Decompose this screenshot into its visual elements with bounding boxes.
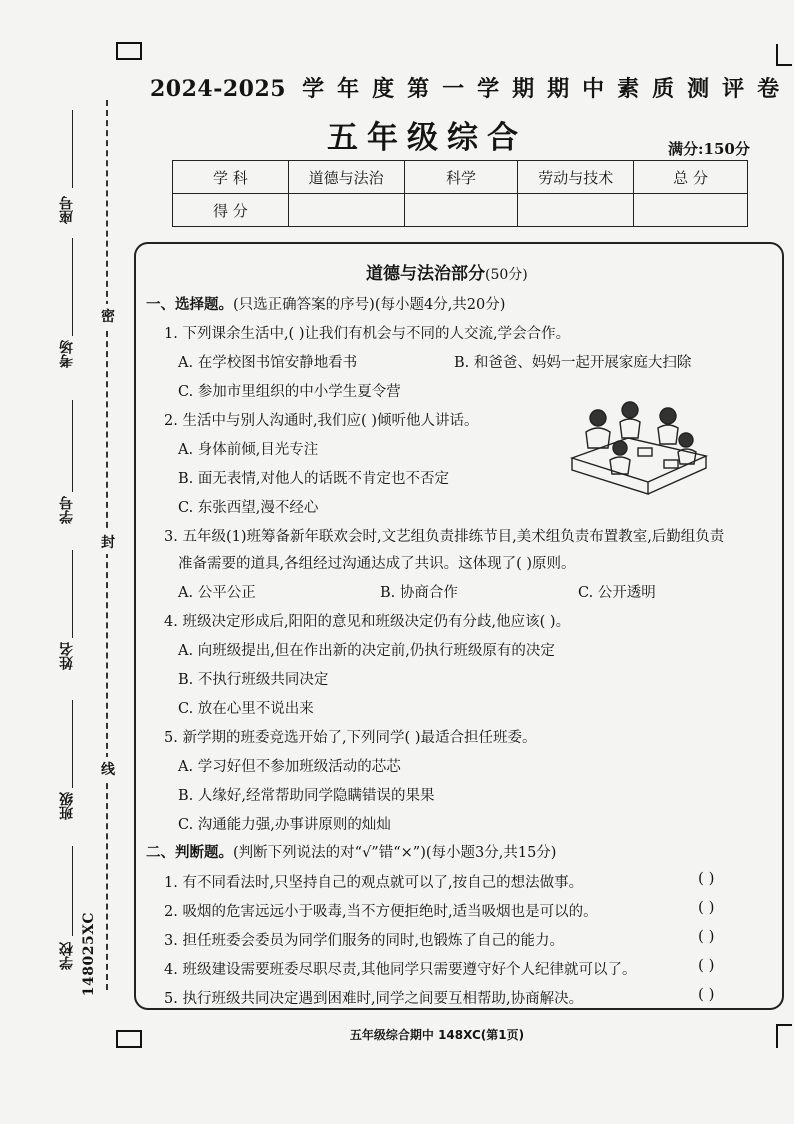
judgment-item: 3. 担任班委会委员为同学们服务的同时,也锻炼了自己的能力。 — [164, 933, 565, 949]
score-cell[interactable] — [288, 194, 404, 227]
exam-room-label: 考场 — [59, 340, 75, 368]
judgment-item: 1. 有不同看法时,只坚持自己的观点就可以了,按自己的想法做事。 — [164, 875, 584, 891]
answer-blank[interactable]: ( ) — [698, 985, 715, 1003]
judgment-item: 2. 吸烟的危害远远小于吸毒,当不方便拒绝时,适当吸烟也是可以的。 — [164, 904, 598, 920]
option: B. 协商合作 — [380, 585, 458, 601]
score-table — [172, 160, 748, 227]
option: A. 公平公正 — [178, 585, 256, 601]
score-table-header: 总 分 — [634, 161, 748, 194]
score-table-header: 学 科 — [173, 161, 289, 194]
registration-mark — [776, 44, 792, 66]
class-label: 班级 — [59, 792, 75, 820]
score-table-header: 道德与法治 — [288, 161, 404, 194]
option: C. 参加市里组织的中小学生夏令营 — [178, 384, 401, 400]
subject-title: 五年级综合 — [327, 120, 527, 156]
name-label: 姓名 — [59, 642, 75, 670]
question-stem: 2. 生活中与别人沟通时,我们应( )倾听他人讲话。 — [164, 413, 479, 429]
option: C. 沟通能力强,办事讲原则的灿灿 — [178, 817, 391, 833]
score-cell[interactable] — [634, 194, 748, 227]
question-stem: 1. 下列课余生活中,( )让我们有机会与不同的人交流,学会合作。 — [164, 326, 571, 342]
section2-heading: 二、判断题。(判断下列说法的对“√”错“×”)(每小题3分,共15分) — [146, 844, 557, 861]
judgment-item: 5. 执行班级共同决定遇到困难时,同学之间要互相帮助,协商解决。 — [164, 991, 584, 1007]
section1-heading: 一、选择题。(只选正确答案的序号)(每小题4分,共20分) — [146, 296, 506, 313]
answer-blank[interactable]: ( ) — [698, 927, 715, 945]
question-stem-continued: 准备需要的道具,各组经过沟通达成了共识。这体现了( )原则。 — [178, 556, 576, 572]
students-discussion-illustration — [568, 398, 708, 498]
school-year: 2024-2025 — [150, 76, 287, 102]
student-id-label: 学号 — [59, 496, 75, 524]
score-table-header: 科学 — [404, 161, 518, 194]
answer-blank[interactable]: ( ) — [698, 898, 715, 916]
answer-blank[interactable]: ( ) — [698, 869, 715, 887]
seat-number-label: 座号 — [59, 196, 75, 224]
question-stem: 5. 新学期的班委竞选开始了,下列同学( )最适合担任班委。 — [164, 730, 537, 746]
exam-title — [150, 72, 793, 103]
option: A. 学习好但不参加班级活动的芯芯 — [178, 759, 401, 775]
judgment-item: 4. 班级建设需要班委尽职尽责,其他同学只需要遵守好个人纪律就可以了。 — [164, 962, 637, 978]
binding-strip — [0, 0, 120, 1124]
exam-code: 148025XC — [81, 912, 97, 997]
option: B. 和爸爸、妈妈一起开展家庭大扫除 — [454, 355, 692, 371]
score-cell[interactable] — [518, 194, 634, 227]
option: C. 公开透明 — [578, 585, 656, 601]
question-stem: 3. 五年级(1)班筹备新年联欢会时,文艺组负责排练节目,美术组负责布置教室,后勤组负责 — [164, 529, 725, 545]
school-label: 学校 — [59, 942, 75, 970]
page-footer: 五年级综合期中 148XC(第1页) — [349, 1028, 525, 1042]
answer-blank[interactable]: ( ) — [698, 956, 715, 974]
question-stem: 4. 班级决定形成后,阳阳的意见和班级决定仍有分歧,他应该( )。 — [164, 614, 571, 630]
option: B. 人缘好,经常帮助同学隐瞒错误的果果 — [178, 788, 435, 804]
option: C. 放在心里不说出来 — [178, 701, 314, 717]
option: C. 东张西望,漫不经心 — [178, 500, 319, 516]
option: A. 身体前倾,目光专注 — [178, 442, 319, 458]
full-score: 满分:150分 — [668, 140, 750, 158]
score-table-header: 劳动与技术 — [518, 161, 634, 194]
option: B. 不执行班级共同决定 — [178, 672, 329, 688]
seal-word: 封 — [101, 530, 115, 554]
option: A. 在学校图书馆安静地看书 — [178, 355, 358, 371]
part-title: 道德与法治部分(50分) — [366, 264, 528, 284]
option: A. 向班级提出,但在作出新的决定前,仍执行班级原有的决定 — [178, 643, 555, 659]
seal-word: 线 — [101, 757, 115, 781]
seal-word: 密 — [101, 304, 115, 328]
exam-name: 学年度第一学期期中素质测评卷 — [302, 76, 793, 102]
score-cell[interactable] — [404, 194, 518, 227]
option: B. 面无表情,对他人的话既不肯定也不否定 — [178, 471, 449, 487]
score-table-row-label: 得 分 — [173, 194, 289, 227]
